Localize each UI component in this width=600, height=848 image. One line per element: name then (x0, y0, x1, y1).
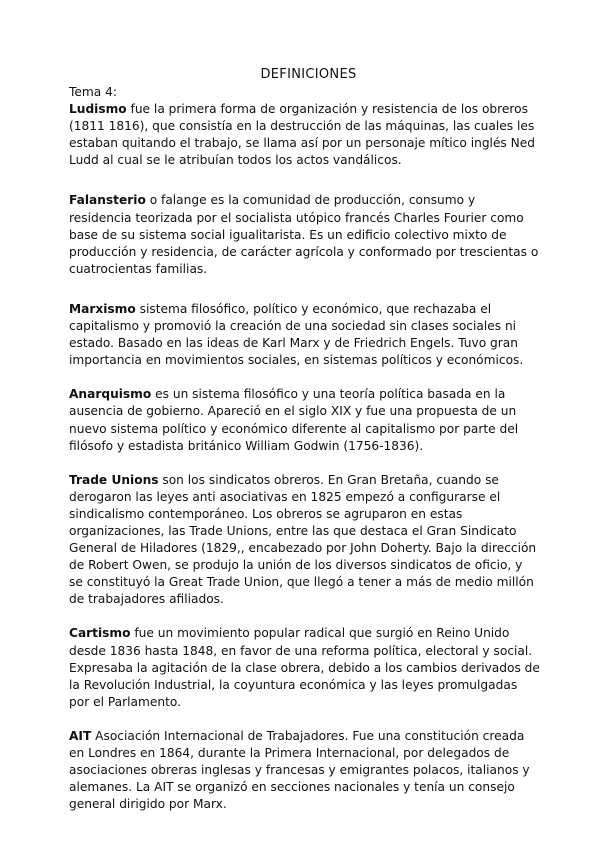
definition-text: Asociación Internacional de Trabajadores. Fue una constitución creada en Londres en 1864, durante la Primera Internacional, por delegados de asociaciones obreras inglesas y francesas y emigrantes polacos, italianos y alemanes. La AIT se organizó en secciones nacionales y tenía un consejo general dirigido por Marx. (69, 728, 530, 812)
definition-cartismo (69, 625, 540, 710)
definition-marxismo (69, 301, 540, 369)
definition-term: Cartismo (69, 626, 131, 641)
definition-ait (69, 728, 540, 813)
page-subtitle: Tema 4: (69, 85, 117, 99)
page-title: DEFINICIONES (260, 67, 357, 82)
definition-text: son los sindicatos obreros. En Gran Bretaña, cuando se derogaron las leyes anti asociativas en 1825 empezó a configurarse el sindicalismo contemporáneo. Los obreros se agruparon en estas organizaciones, las Trade Unions, entre las que destaca el Gran Sindicato General de Hiladores (1829,, encabezado por John Doherty. Bajo la dirección de Robert Owen, se produjo la unión de los diversos sindicatos de oficio, y se constituyó la Great Trade Union, que llegó a tener a más de medio millón de trabajadores afiliados. (69, 472, 537, 607)
definition-term: Falansterio (69, 193, 146, 208)
definition-trade-unions (69, 472, 540, 609)
definition-anarquismo (69, 386, 540, 454)
definition-text: sistema filosófico, político y económico, que rechazaba el capitalismo y promovió la creación de una sociedad sin clases sociales ni estado. Basado en las ideas de Karl Marx y de Friedrich Engels. Tuvo gran importancia en movimientos sociales, en sistemas políticos y económicos. (69, 301, 524, 368)
definition-text: fue la primera forma de organización y resistencia de los obreros (1811 1816), que consistía en la destrucción de las máquinas, las cuales les estaban quitando el trabajo, se llama así por un personaje mítico inglés Ned Ludd al cual se le atribuían todos los actos vandálicos. (69, 102, 536, 168)
definition-falansterio (69, 192, 540, 277)
definition-text: fue un movimiento popular radical que surgió en Reino Unido desde 1836 hasta 1848, en favor de una reforma política, electoral y social. Expresaba la agitación de la clase obrera, debido a los cambios derivados de la Revolución Industrial, la coyuntura económica y las leyes promulgadas por el Parlamento. (69, 626, 540, 709)
definition-text: es un sistema filosófico y una teoría política basada en la ausencia de gobierno. Apareció en el siglo XIX y fue una propuesta de un nuevo sistema político y económico diferente al capitalismo por parte del filósofo y estadista británico William Godwin (1756-1836). (69, 387, 519, 453)
definition-term: Anarquismo (69, 387, 152, 402)
definition-term: Ludismo (69, 102, 127, 117)
definition-term: AIT (69, 728, 92, 743)
definition-term: Marxismo (69, 301, 136, 316)
definition-term: Trade Unions (69, 472, 159, 487)
definition-text: o falange es la comunidad de producción, consumo y residencia teorizada por el socialista utópico francés Charles Fourier como base de su sistema social igualitarista. Es un edificio colectivo mixto de producción y residencia, de carácter agrícola y conformado por trescientas o cuatrocientas familias. (69, 193, 539, 276)
definition-ludismo (69, 101, 540, 169)
